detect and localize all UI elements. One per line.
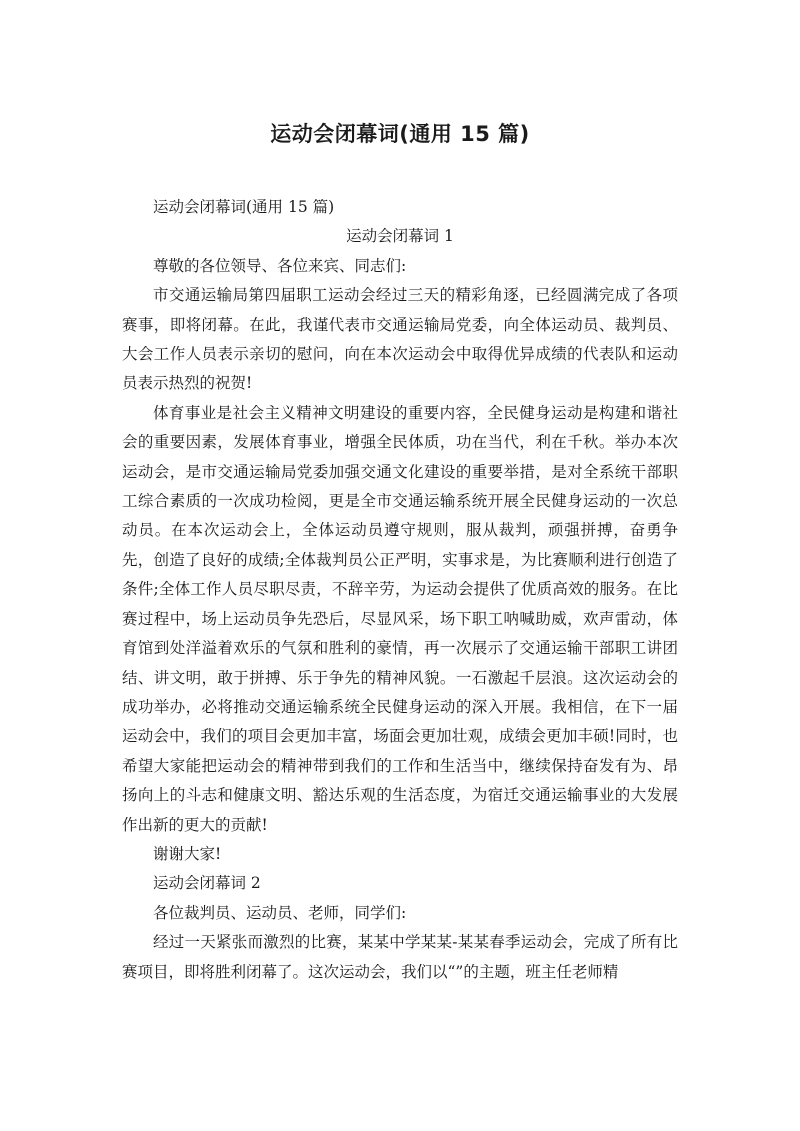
speech1-salutation: 尊敬的各位领导、各位来宾、同志们:	[153, 256, 407, 275]
document-body	[122, 193, 678, 987]
speech2-heading: 运动会闭幕词 2	[153, 874, 261, 893]
speech1-paragraph-1: 市交通运输局第四届职工运动会经过三天的精彩角逐，已经圆满完成了各项赛事，即将闭幕。在此，我谨代表市交通运输局党委，向全体运动员、裁判员、大会工作人员表示亲切的慰问，向在本次运动会中取得优异成绩的代表队和运动员表示热烈的祝贺!	[122, 286, 678, 393]
intro-line: 运动会闭幕词(通用 15 篇)	[153, 198, 335, 216]
speech1-heading: 运动会闭幕词 1	[346, 227, 454, 246]
speech2-salutation: 各位裁判员、运动员、老师，同学们:	[153, 903, 407, 922]
speech2-paragraph-1: 经过一天紧张而激烈的比赛，某某中学某某-某某春季运动会，完成了所有比赛项目，即将胜利闭幕了。这次运动会，我们以“”的主题，班主任老师精	[122, 933, 678, 981]
document-title: 运动会闭幕词(通用 15 篇)	[270, 122, 530, 146]
speech1-paragraph-2: 体育事业是社会主义精神文明建设的重要内容，全民健身运动是构建和谐社会的重要因素，发展体育事业，增强全民体质，功在当代，利在千秋。举办本次运动会，是市交通运输局党委加强交通文化建设的重要举措，是对全系统干部职工综合素质的一次成功检阅，更是全市交通运输系统开展全民健身运动的一次总动员。在本次运动会上，全体运动员遵守规则，服从裁判，顽强拼搏，奋勇争先，创造了良好的成绩;全体裁判员公正严明，实事求是，为比赛顺利进行创造了条件;全体工作人员尽职尽责，不辞辛劳，为运动会提供了优质高效的服务。在比赛过程中，场上运动员争先恐后，尽显风采，场下职工呐喊助威，欢声雷动，体育馆到处洋溢着欢乐的气氛和胜利的豪情，再一次展示了交通运输干部职工讲团结、讲文明，敢于拼搏、乐于争先的精神风貌。一石激起千层浪。这次运动会的成功举办，必将推动交通运输系统全民健身运动的深入开展。我相信，在下一届运动会中，我们的项目会更加丰富，场面会更加壮观，成绩会更加丰硕!同时，也希望大家能把运动会的精神带到我们的工作和生活当中，继续保持奋发有为、昂扬向上的斗志和健康文明、豁达乐观的生活态度，为宿迁交通运输事业的大发展作出新的更大的贡献!	[122, 403, 678, 834]
speech1-closing: 谢谢大家!	[153, 844, 222, 863]
